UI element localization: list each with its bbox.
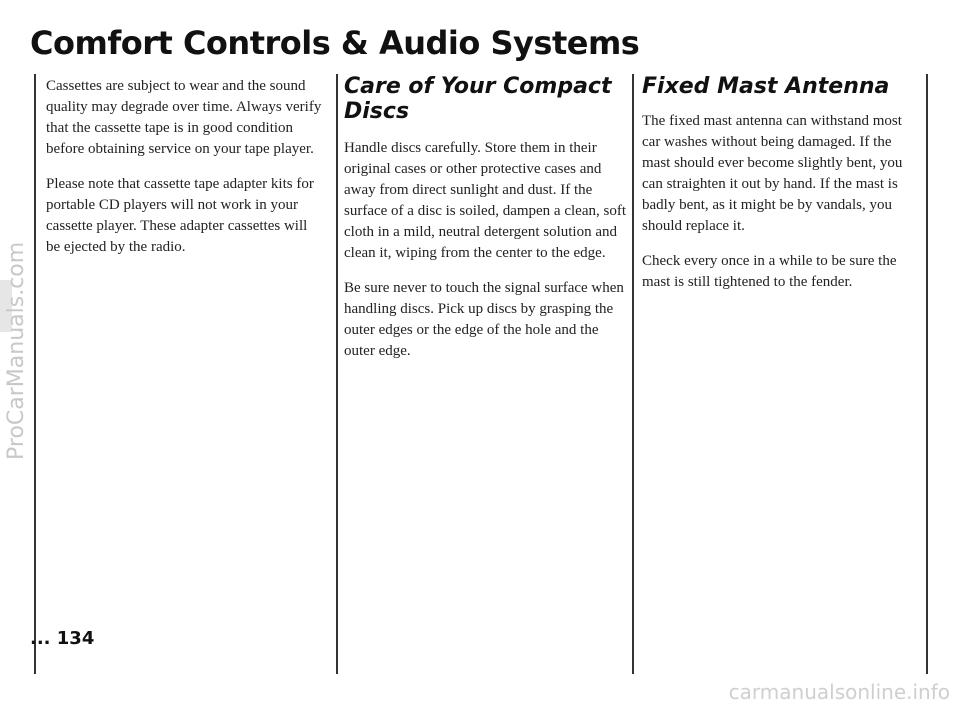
column-divider-right bbox=[926, 74, 928, 674]
column-fixed-mast-antenna bbox=[642, 74, 918, 307]
paragraph: Cassettes are subject to wear and the sound quality may degrade over time. Always verify that the cassette tape is in good condition before obtaining service on your tape player. bbox=[46, 78, 322, 157]
column-divider-left bbox=[34, 74, 36, 674]
watermark-left: ProCarManuals.com bbox=[4, 241, 29, 460]
page-title: Comfort Controls & Audio Systems bbox=[30, 24, 640, 62]
section-heading: Fixed Mast Antenna bbox=[642, 74, 890, 99]
paragraph: Handle discs carefully. Store them in their original cases or other protective cases and away from direct sunlight and dust. If the surface of a disc is soiled, dampen a clean, soft cloth in a mild, neutral detergent solution and clean it, wiping from the center to the edge. bbox=[344, 140, 626, 261]
column-divider-2 bbox=[632, 74, 634, 674]
column-divider-1 bbox=[336, 74, 338, 674]
paragraph: Check every once in a while to be sure the mast is still tightened to the fender. bbox=[642, 253, 897, 290]
column-cassette-care bbox=[46, 76, 322, 272]
page-number: ... 134 bbox=[30, 628, 95, 649]
column-compact-disc-care bbox=[344, 74, 630, 376]
watermark-bottom: carmanualsonline.info bbox=[728, 680, 950, 704]
paragraph: Please note that cassette tape adapter kits for portable CD players will not work in your cassette player. These adapter cassettes will be ejected by the radio. bbox=[46, 176, 314, 255]
paragraph: Be sure never to touch the signal surface when handling discs. Pick up discs by grasping the outer edges or the edge of the hole and the outer edge. bbox=[344, 280, 624, 359]
section-heading: Care of Your Compact Discs bbox=[344, 74, 612, 124]
paragraph: The fixed mast antenna can withstand most car washes without being damaged. If the mast should ever become slightly bent, you can straighten it out by hand. If the mast is badly bent, as it might be by vandals, you should replace it. bbox=[642, 113, 903, 234]
